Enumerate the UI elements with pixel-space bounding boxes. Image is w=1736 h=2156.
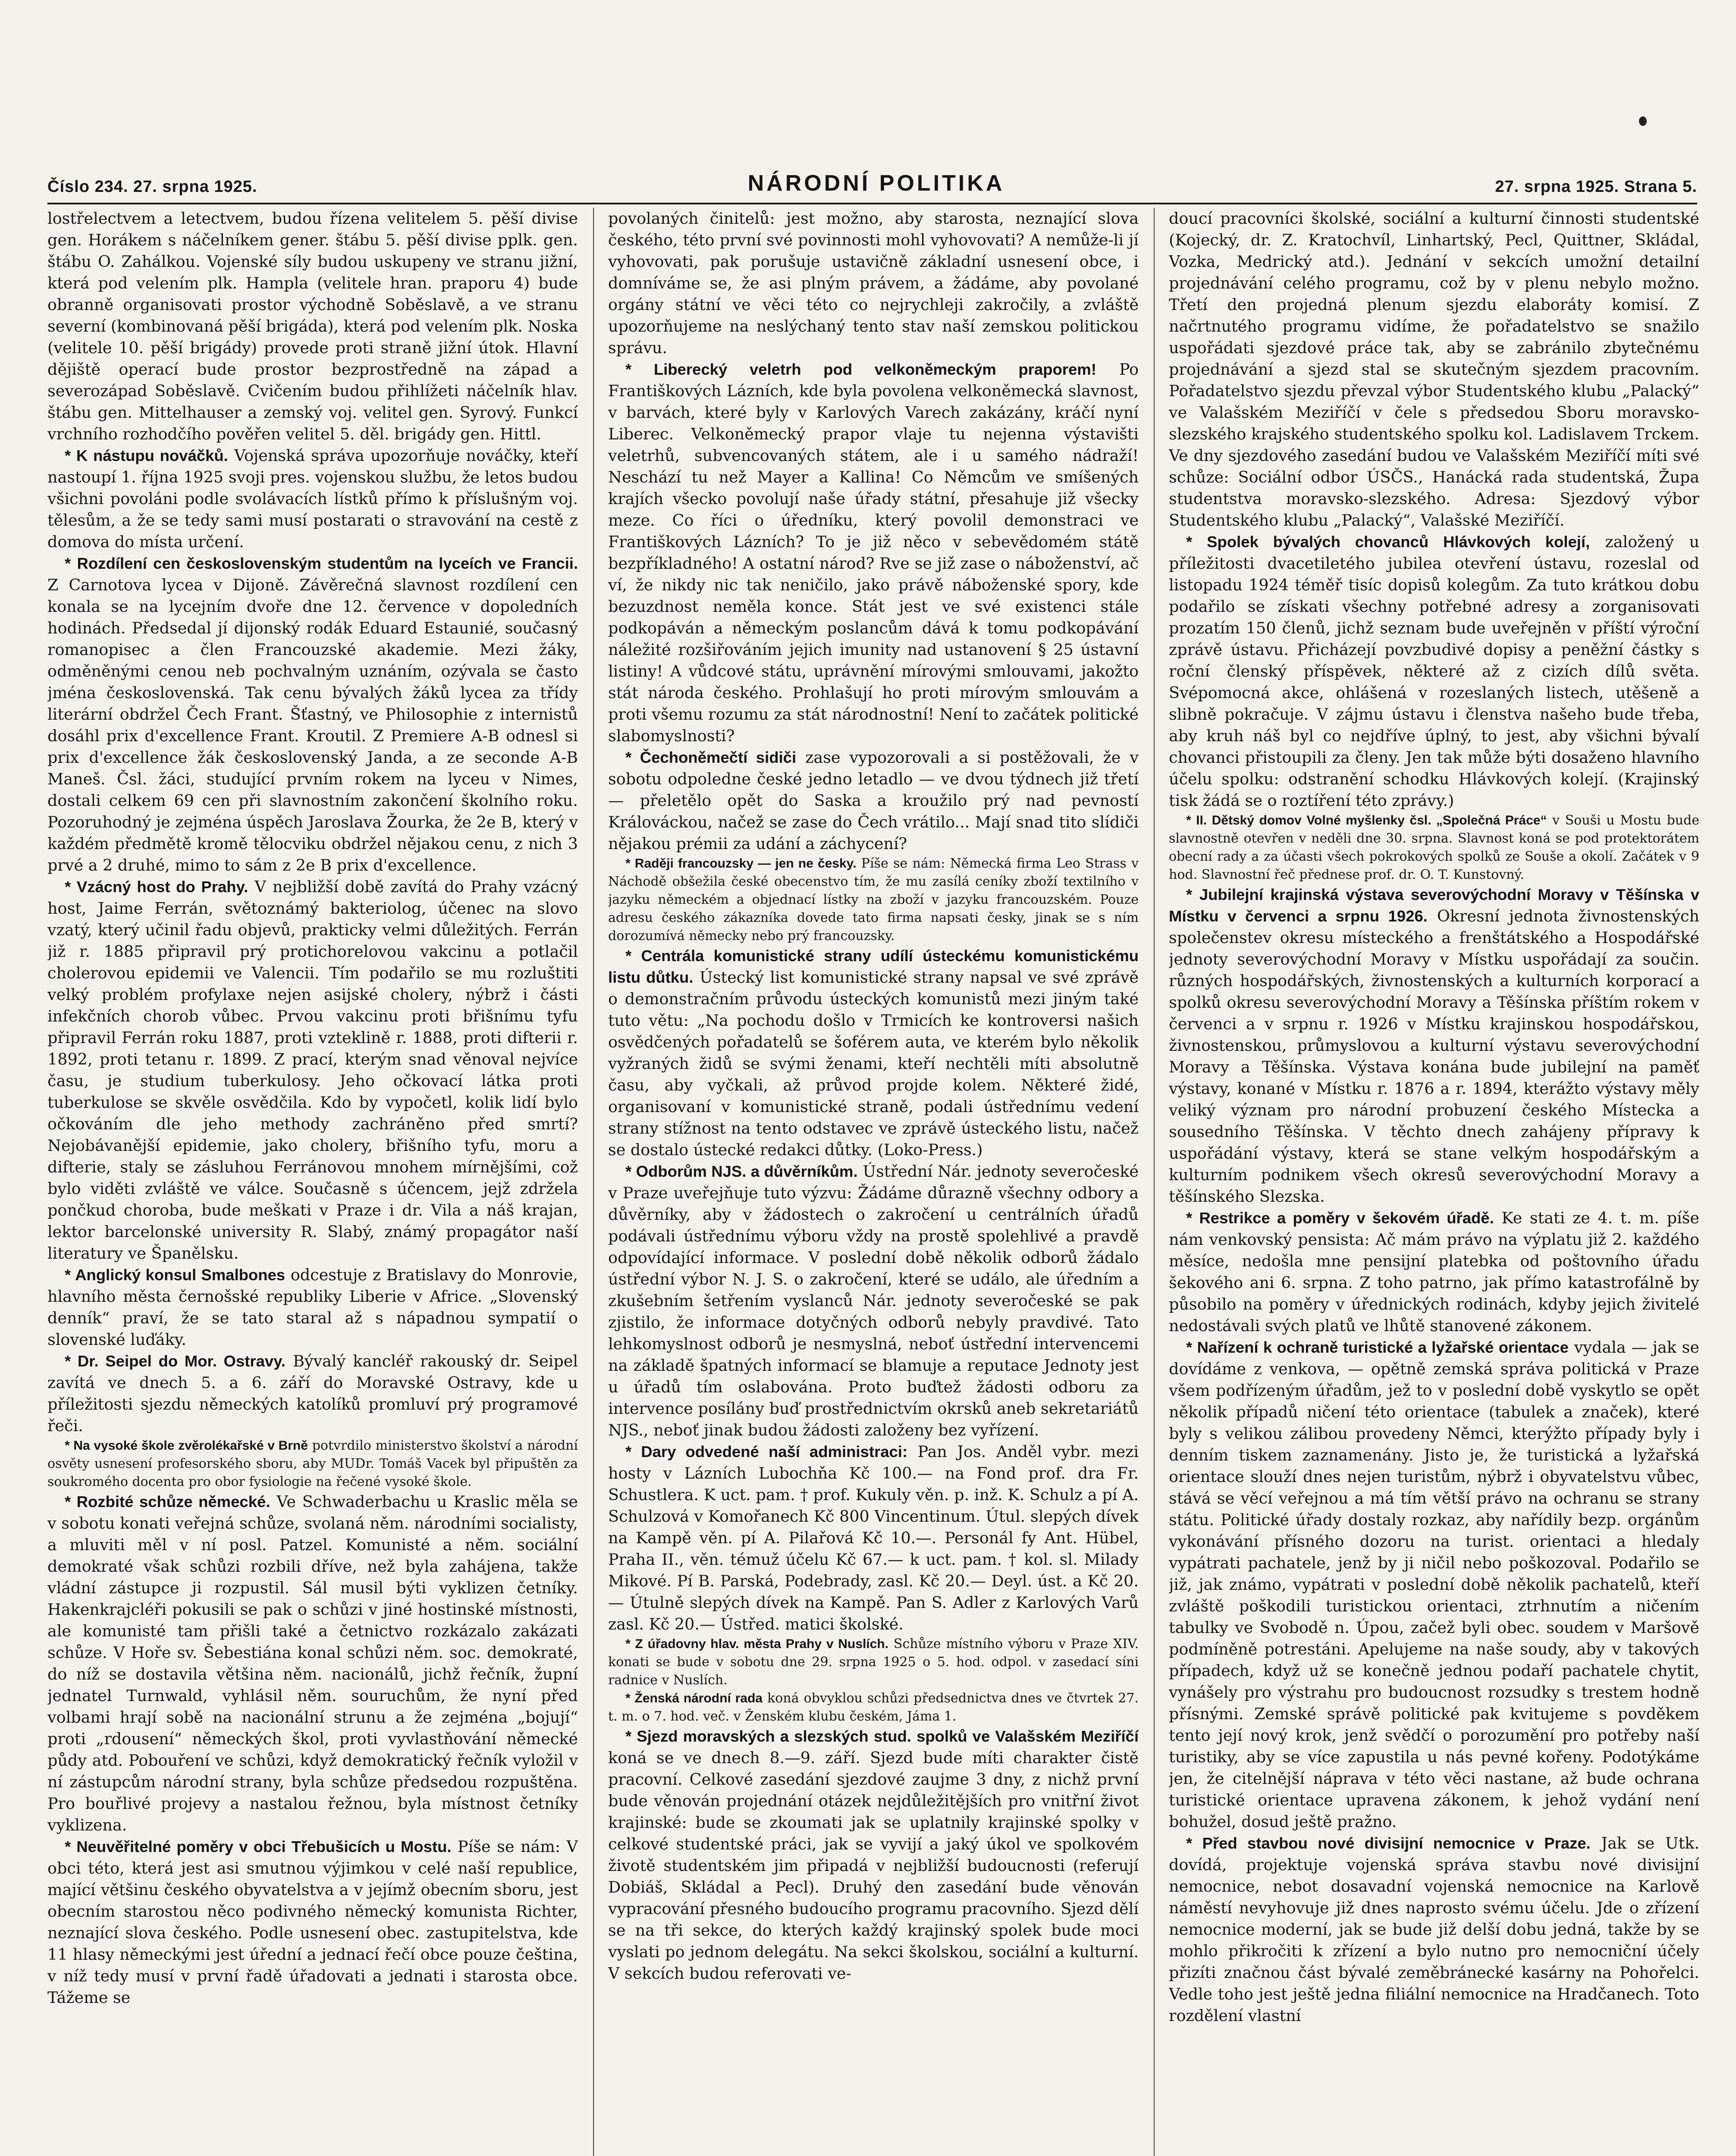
- article-paragraph: [47, 553, 578, 876]
- article-paragraph: [608, 1441, 1139, 1635]
- article-paragraph: [1169, 812, 1699, 884]
- article-paragraph: [47, 445, 578, 553]
- article-heading: * Rozdílení cen československým studentům na lyceích ve Francii.: [65, 555, 578, 572]
- article-text: koná se ve dnech 8.—9. září. Sjezd bude míti charakter čistě pracovní. Celkové zasedání sjezdové zaujme 3 dny, z nichž první bude věnován projednání otázek nejdůležitějších pro vnitřní život krajinské: bude se zkoumati jak se uplatnily krajinské spolky v celkové studentské práci, jak se vyvijí a jaký úkol ve spolkovém životě studentském jim připadá v nejbližší budoucnosti (referují Dobiáš, Skládal a Pecl). Druhý den zasedání bude věnován vypracování přesného budoucího programu pracovního. Sjezd dělí se na tři sekce, do kterých každý krajinský spolek bude moci vyslati po jednom delegátu. Na sekci školskou, sociální a kulturní. V sekcích budou referovati ve-: [608, 1749, 1139, 1983]
- article-heading: * Neuvěřitelné poměry v obci Třebušicích u Mostu.: [65, 1838, 452, 1855]
- article-paragraph: [608, 359, 1139, 747]
- article-text: Vojenská správa upozorňuje nováčky, kteří nastoupí 1. října 1925 svoji pres. vojenskou službu, že letos budou všichni povoláni podle svolávacích lístků přímo k příslušným voj. tělesům, a že se tedy sami musí postarati o stravování na cestě z domova do místa určení.: [47, 446, 578, 551]
- column-divider: [593, 208, 594, 2156]
- column-1: [47, 208, 578, 2156]
- article-paragraph: [47, 208, 578, 445]
- article-paragraph: [608, 855, 1139, 945]
- article-paragraph: [47, 876, 578, 1264]
- article-text: Ústecký list komunistické strany napsal ve své zprávě o demonstračním průvodu ústeckých komunistů mezi jiným také tuto větu: „Na pochodu došlo v Trmicích ke kontroversi našich osvědčených pořadatelů se šoférem auta, ve kterém bylo několik vyžraných židů se svými ženami, kteří nechtěli míti absolutně času, aby vyčkali, až průvod projde kolem. Některé židé, organisovaní v komunistické straně, podali ústřednímu vedení strany stížnost na tento odstavec ve zprávě ústeckého listu, načež se dostalo ústecké redakci důtky. (Loko-Press.): [608, 968, 1139, 1159]
- article-text: Po Františkových Lázních, kde byla povolena velkoněmecká slavnost, v barvách, které byly v Karlových Varech zakázány, kráčí nyní Liberec. Velkoněmecký prapor vlaje tu nejenna výstavišti veletrhů, subvencovaných státem, ale i u samého nádraží! Neschází tu než Mayer a Kallina! Co Němcům ve smíšených krajích všecko povolují naše úřady státní, přesahuje již všecky meze. Co říci o úředníku, který povolil demonstraci ve Františkových Lázních? To je již něco v sebevědomém státě bezpříkladného! A ostatní národ? Rve se již zase o náboženství, ač ví, že nikdy nic tak neničilo, jako právě náboženské spory, kde bezuzdnost neměla konce. Stát jest ve své existenci stále podkopáván a německým poslancům dává k tomu podkopávání náležité rozšiřováním jejich imunity nad ustanovení § 25 ústavní listiny! A vůdcové státu, uprávnění mírovými smlouvami, jakožto stát národa českého. Prohlašují ho proti mírovým smlouvám a proti všemu rozumu za stát národnostní! Není to začátek politické slabomyslnosti?: [608, 360, 1139, 745]
- article-text: Ústřední Nár. jednoty severočeské v Praze uveřejňuje tuto výzvu: Žádáme důrazně všechny odbory a důvěrníky, aby v žádostech o zakročení u centrálních úřadů podávali ústřednímu výboru vždy na prostě spolehlivé a pravdě odpovídající informace. V poslední době několik odborů žádalo ústřední výbor N. J. S. o zakročení, které se událo, ale úředním a zkušebním šetřením vyslanců Nár. jednoty severočeské se pak zjistilo, že informace dotyčných odborů nebyly pravdivé. Tato lehkomyslnost odborů je nesmyslná, neboť ústřední intervencemi na základě špatných informací se blamuje a reputace Jednoty jest u úřadů tím oslabována. Proto buďtež žádosti odboru za intervence posílány buď prostřednictvím okrsků aneb sekretariátů NJS., neboť jinak budou žádosti založeny bez vyřízení.: [608, 1162, 1139, 1439]
- column-3: [1169, 208, 1699, 2156]
- article-paragraph: [1169, 1337, 1699, 1833]
- article-paragraph: [1169, 1833, 1699, 2027]
- article-heading: * Z úřadovny hlav. města Prahy v Nuslích.: [625, 1637, 888, 1651]
- masthead: [47, 166, 1697, 196]
- article-heading: * Nařízení k ochraně turistické a lyžařské orientace: [1186, 1338, 1569, 1356]
- article-text: odcestuje z Bratislavy do Monrovie, hlavního města černošské republiky Liberie v Africe. „Slovenský denník“ praví, že se tato staral až s nápadnou sympatií o slovenské luďáky.: [47, 1266, 578, 1349]
- article-heading: * Před stavbou nové divisijní nemocnice v Praze.: [1186, 1834, 1591, 1852]
- article-text: povolaných činitelů: jest možno, aby starosta, neznající slova českého, této první své povinnosti mohl vyhovovati? A nemůže-li jí vyhovovati, pak porušuje ustavičně základní usnesení obce, i domníváme se, že asi plným právem, a žádáme, aby povolané orgány státní ve věci této co nejrychleji zakročily, a zvláště upozorňujeme na neslýchaný tento stav naší zemskou politickou správu.: [608, 209, 1139, 357]
- article-text: v Souši u Mostu bude slavnostně otevřen v neděli dne 30. srpna. Slavnost koná se pod protektorátem obecní rady a za účasti všech pokrokových spolků ze Souše a okolí. Začátek v 9 hod. Slavnostní řeč přednese prof. dr. O. T. Kunstovný.: [1169, 813, 1699, 882]
- article-heading: * II. Dětský domov Volné myšlenky čsl. „Společná Práce“: [1186, 813, 1547, 827]
- article-paragraph: [608, 1726, 1139, 1984]
- article-heading: * Vzácný host do Prahy.: [65, 878, 248, 896]
- article-heading: * Spolek bývalých chovanců Hlávkových kolejí,: [1186, 533, 1590, 551]
- article-text: doucí pracovníci školské, sociální a kulturní činnosti studentské (Kojecký, dr. Z. Kratochvíl, Linhartský, Pecl, Quittner, Skládal, Vozka, Medrický atd.). Jednání v sekcích umožní detailní projednávání celého programu, což by v plenu nebylo možno. Třetí den projedná plenum sjezdu elaboráty komisí. Z načrtnutého programu vidíme, že pořadatelstvo se snažilo uspořádati sjezdové práce tak, aby se zabránilo zbytečnému projednávání a sjezd stal se skutečným sjezdem pracovním. Pořadatelstvo sjezdu převzal výbor Studentského klubu „Palacký“ ve Valašském Meziříčí v čele s předsedou Sboru moravsko-slezského krajského studentského spolku kol. Ladislavem Trckem. Ve dny sjezdového zasedání budou ve Valašském Meziříčí míti své schůze: Sociální odbor ÚSČS., Hanácká rada studentská, Župa studentstva moravsko-slezského. Adresa: Sjezdový výbor Studentského klubu „Palacký“, Valašské Meziříčí.: [1169, 209, 1699, 530]
- column-divider: [1154, 208, 1155, 2156]
- article-text: Pan Jos. Anděl vybr. mezi hosty v Lázních Lubochňa Kč 100.— na Fond prof. dra Fr. Schustlera. K uct. pam. † prof. Kukuly věn. p. inž. K. Schulz a pí A. Schulzová v Komořanech Kč 800 Vincentinum. Útul. slepých dívek na Kampě věn. pí A. Pilařová Kč 10.—. Personál fy Ant. Hübel, Praha II., věn. témuž účelu Kč 67.— k uct. pam. † kol. sl. Milady Mikové. Pí B. Parská, Podebrady, zasl. Kč 20.— Deyl. úst. a Kč 20.— Útulně slepých dívek na Kampě. Pan S. Adler z Karlových Varů zasl. Kč 20.— Ústřed. matici školské.: [608, 1442, 1139, 1633]
- article-heading: * Raději francouzsky — jen ne česky.: [625, 856, 857, 871]
- article-text: Schůze místního výboru v Praze XIV. konati se bude v sobotu dne 29. srpna 1925 o 5. hod. odpol. v zasedací síni radnice v Nuslích.: [608, 1636, 1139, 1688]
- article-text: lostřelectvem a letectvem, budou řízena velitelem 5. pěší divise gen. Horákem s náčelníkem gener. štábu 5. pěší divise pplk. gen. štábu O. Zahálkou. Vojenské síly budou uskupeny ve stranu jižní, která pod velením plk. Hampla (velitele hran. praporu 4) bude obranně organisovati prostor východně Soběslavě, a ve stranu severní (kombinovaná pěší brigáda), která pod velením plk. Noska (velitele 10. pěší brigády) provede proti straně jižní útok. Hlavní dějiště operací bude prostor bezprostředně na západ a severozápad Soběslavě. Cvičením budou přihlížeti náčelník hlav. štábu gen. Mittelhauser a zemský voj. velitel gen. Syrový. Funkcí vrchního rozhodčího pověřen velitel 5. děl. brigády gen. Hittl.: [47, 209, 578, 443]
- article-paragraph: [608, 1635, 1139, 1689]
- article-text: vydala — jak se dovídáme z venkova, — opětně zemská správa politická v Praze všem podřízeným úřadům, jež to v poslední době vyskytlo se opět několik případů ničení této orientace (tabulek a značek), které byly s velikou zálibou provedeny Němci, kterýžto případy byly i denním tiskem zaznamenány. Jisto je, že turistická a lyžařská orientace slouží dnes nejen turistům, nýbrž i obyvatelstvu vůbec, stává se věcí veřejnou a má tím větší právo na ochranu se strany státu. Politické úřady dostaly rozkaz, aby nařídily bezp. orgánům vykonávání přísného dozoru na turist. orientaci a hledaly vypátrati pachatele, jenž by ji ničil nebo poškozoval. Podařilo se již, jak známo, vypátrati v poslední době několik pachatelů, kteří zvláště poškodili turistickou orientaci, ztrhnutím a ničením tabulky ve Svobodě n. Úpou, začež byli obec. soudem v Maršově podmíněně potrestáni. Apelujeme na naše soudy, aby v takových případech, když už se konečně jednou podaří pachatele chytit, vynášely pro výstrahu pro budoucnost rozsudky s trestem hodně přísnými. Zemské správě politické pak kvitujeme s povděkem tento její nový krok, jenž svědčí o porozumění pro potřeby naší turistiky, aby se více zapustila u nás pevné kořeny. Podotýkáme jen, že citelnější náprava v této věci nastane, až bude ochrana turistické orientace upravena zákonem, k jehož vydání není bohužel, dosud ještě pražno.: [1169, 1338, 1699, 1831]
- article-paragraph: [47, 1264, 578, 1351]
- article-heading: * Liberecký veletrh pod velkoněmeckým praporem!: [625, 360, 1096, 378]
- article-paragraph: [1169, 531, 1699, 812]
- article-heading: * Rozbité schůze německé.: [65, 1493, 270, 1510]
- article-text: koná obvyklou schůzi předsednictva dnes ve čtvrtek 27. t. m. o 7. hod. več. v Ženském klubu českém, Jáma 1.: [608, 1691, 1139, 1724]
- article-paragraph: [608, 1689, 1139, 1726]
- article-heading: * Čechoněmečtí sidiči: [625, 749, 797, 766]
- article-paragraph: [47, 1437, 578, 1491]
- article-heading: * Dary odvedené naší administraci:: [625, 1443, 908, 1460]
- article-heading: * Restrikce a poměry v šekovém úřadě.: [1186, 1209, 1494, 1227]
- article-text: založený u příležitosti dvacetiletého jubilea otevření ústavu, rozeslal od listopadu 1924 téměř tisíc dopisů kolegům. Za tuto krátkou dobu podařilo se získati všechny potřebné adresy a zorganisovati prozatím 150 členů, jichž seznam bude uveřejněn v příští výroční zprávě ústavu. Přicházejí povzbudivé dopisy a peněžní částky s roční členský příspěvek, některé až z cizích dílů světa. Svépomocná akce, ohlášená v rozeslaných listech, utěšeně a slibně pokračuje. V zájmu ústavu i členstva našeho bude třeba, aby kruh náš byl co nejdříve úplný, to jest, aby všichni bývalí chovanci přistoupili za členy. Jen tak může býti dosaženo hlavního účelu spolku: odstranění schodku Hlávkových kolejí. (Krajinský tisk žádá se o roztíření této zprávy.): [1169, 533, 1699, 810]
- article-paragraph: [47, 1836, 578, 2009]
- article-paragraph: [608, 945, 1139, 1161]
- article-paragraph: [608, 1161, 1139, 1441]
- article-paragraph: [47, 1491, 578, 1836]
- date-page-number: 27. srpna 1925. Strana 5.: [1495, 178, 1697, 196]
- article-text: Z Carnotova lycea v Dijoně. Závěrečná slavnost rozdílení cen konala se na lycejním dvoře dne 12. července v dopoledních hodinách. Předsedal jí dijonský rodák Eduard Estaunié, současný romanopisec a člen Francouzské akademie. Mezi žáky, odměněnými cenou neb pochvalným uznáním, ozývala se často jména československá. Tak cenu bývalých žáků lycea za třídy literární obdržel Čech Frant. Šťastný, ve Philosophie z internistů dosáhl prix d'excellence Frant. Kroutil. Z Premiere A-B odnesl si prix d'excellence žák československý Janda, a ze seconde A-B Maneš. Čsl. žáci, studující prvním rokem na lyceu v Nimes, dostali celkem 69 cen při slavnostním zakončení školního roku. Pozoruhodný je zejména úspěch Jaroslava Žourka, že 2e B, který v každém předmětě kromě tělocviku obdržel nějakou cenu, z nich 3 prvé a 2 druhé, mimo to sám z 2e B prix d'excellence.: [47, 576, 578, 874]
- article-text: Bývalý kancléř rakouský dr. Seipel zavítá ve dnech 5. a 6. září do Moravské Ostravy, kde u příležitosti sjezdu německých katolíků promluví prý programové řeči.: [47, 1352, 578, 1435]
- article-text: Píše se nám: V obci této, která jest asi smutnou výjimkou v celé naší republice, mající většinu českého obyvatelstva a v jejímž obecním sboru, jest obecním starostou něco podivného německý komunista Richter, neznající slova českého. Podle usnesení obec. zastupitelstva, kde 11 hlasy německými jest úřední a jednací řečí obce pouze čeština, v níž tedy musí v první řadě úřadovati a jednati i starosta obce. Tážeme se: [47, 1837, 578, 2007]
- article-heading: * Na vysoké škole zvěrolékařské v Brně: [65, 1438, 308, 1453]
- newspaper-title: NÁRODNÍ POLITIKA: [747, 171, 1005, 196]
- article-heading: * K nástupu nováčků.: [65, 447, 228, 464]
- article-heading: * Centrála komunistické strany udílí ústeckému komunistickému listu důtku.: [608, 947, 1139, 986]
- article-text: Ve Schwaderbachu u Kraslic měla se v sobotu konati veřejná schůze, svolaná něm. národními socialisty, a mluviti měl v ní posl. Patzel. Komunisté a něm. sociální demokraté však schůzi rozbili dříve, než byla zahájena, takže vládní zástupce ji rozpustil. Sál musil býti vyklizen četníky. Hakenkrajcléři pokusili se pak o schůzi v jiné hostinské místnosti, ale komunisté tam přišli také a četnictvo rozkázalo zakázati schůze. V Hoře sv. Šebestiána konal schůzi něm. soc. demokraté, do níž se dostavila většina něm. nacionálů, jichž řečník, župní jednatel Turnwald, vyhlásil něm. souruchům, že nyní před volbami hrají sobě na nacionální strunu a že zejména „bojují“ proti „rdousení“ německých škol, proti vyvlastňování německé půdy atd. Pobouření ve schůzi, když demokratický řečník vyložil v ní zástupcům národní strany, byla schůze předsedou rozpuštěna. Pro bouřlivé projevy a nastalou řežnou, byla místnost četníky vyklizena.: [47, 1492, 578, 1834]
- article-paragraph: [608, 208, 1139, 359]
- ink-spot: [1639, 116, 1647, 126]
- article-columns: [47, 208, 1699, 2156]
- article-paragraph: [1169, 208, 1699, 531]
- article-text: Jak se Utk. dovídá, projektuje vojenská správa stavbu nové divisijní nemocnice, nebot dosavadní vojenská nemocnice na Karlově náměstí nevyhovuje již dnes naprosto svému účelu. Jde o zřízení nemocnice moderní, jak se bude již delší dobu jedná, takže by se mohlo přikročiti k zřízení a bylo nutno pro nemocniční účely přizíti značnou část bývalé zeměbránecké kasárny na Pohořelci. Vedle toho jest ještě jedna filiální nemocnice na Hradčanech. Toto rozdělení vlastní: [1169, 1834, 1699, 2025]
- article-paragraph: [1169, 884, 1699, 1207]
- article-heading: * Ženská národní rada: [625, 1691, 763, 1705]
- article-heading: * Dr. Seipel do Mor. Ostravy.: [65, 1352, 286, 1370]
- article-paragraph: [47, 1351, 578, 1437]
- article-heading: * Odborům NJS. a důvěrníkům.: [625, 1163, 858, 1180]
- column-2: [608, 208, 1139, 2156]
- article-text: zase vypozorovali a si postěžovali, že v sobotu odpoledne české jedno letadlo — ve dvou týdnech již třetí — přeletělo opět do Saska a kroužilo prý nad pevností Králováckou, načež se zase do Čech vrátilo... Mají snad tito slídiči nějakou prémii za udání a záchycení?: [608, 748, 1139, 853]
- article-heading: * Jubilejní krajinská výstava severovýchodní Moravy v Těšínska v Místku v červenci a srpnu 1926.: [1169, 886, 1699, 925]
- article-text: potvrdilo ministerstvo školství a národní osvěty usnesení profesorského sboru, aby MUDr. Tomáš Vacek byl připuštěn za soukromého docenta pro obor fysiologie na řečené vysoké škole.: [47, 1438, 578, 1489]
- article-paragraph: [1169, 1207, 1699, 1337]
- masthead-rule: [47, 203, 1697, 204]
- article-paragraph: [608, 747, 1139, 855]
- article-text: Píše se nám: Německá firma Leo Strass v Náchodě obšežila české obecenstvo tím, že mu zasílá ceníky zboží textilního v jazyku německém a objednací lístky na zboží v jazyku francouzském. Pouze adresu českého zákazníka dovede tato firma napsati česky, jinak se s ním dorozumívá německy nebo prý francouzsky.: [608, 856, 1139, 943]
- article-heading: * Anglický konsul Smalbones: [65, 1266, 286, 1284]
- issue-number-date: Číslo 234. 27. srpna 1925.: [47, 178, 257, 196]
- article-text: Ke stati ze 4. t. m. píše nám venkovský pensista: Ač mám právo na výplatu již 2. každého měsíce, nedošla mne pensijní platebka od poštovního úřadu šekového ani 6. srpna. Z toho patrno, jak přímo katastrofálně by působilo na poměry v úřednických rodinách, kdyby jejich živitelé nedostávali svých platů ve lhůtě stanovené zákonem.: [1169, 1209, 1699, 1335]
- article-heading: * Sjezd moravských a slezských stud. spolků ve Valašském Meziříčí: [625, 1727, 1139, 1745]
- article-text: Okresní jednota živnostenských společenstev okresu místeckého a frenštátského a Hospodářské jednoty severovýchodní Moravy v Místku uspořádají za součin. různých hospodářských, živnostenských a kulturních korporací a spolků okresu severovýchodní Moravy a Těšínska příštím rokem v červenci a v srpnu r. 1926 v Místku krajinskou hospodářskou, živnostenskou, průmyslovou a kulturní výstavu severovýchodní Moravy a Těšínska. Výstava konána bude jubilejní na paměť výstavy, konané v Místku r. 1876 a r. 1894, kterážto výstavy měly veliký význam pro národní probuzení českého Místecka a sousedního Těšínska. V těchto dnech zahájeny přípravy k uspořádání výstavy, která se stane velkým hospodářským a kulturním podnikem všech okresů severovýchodní Moravy a těšínského Slezska.: [1169, 907, 1699, 1206]
- article-text: V nejbližší době zavítá do Prahy vzácný host, Jaime Ferrán, světoznámý bakteriolog, účenec na slovo vzatý, který učinil řadu objevů, prakticky velmi důležitých. Ferrán již r. 1885 připravil prý protichorelovou vakcinu a potlačil cholerovou epidemii ve Valencii. Tím podařilo se mu rozluštiti velký problém profylaxe nejen asijské cholery, nýbrž i části infekčních chorob vůbec. Prvou vakcinu proti břišnímu tyfu připravil Ferrán roku 1887, proti vzteklině r. 1888, proti difterii r. 1892, proti tetanu r. 1899. Z prací, kterým snad věnoval nejvíce času, je studium tuberkulosy. Jeho očkovací látka proti tuberkulose se skvěle osvědčila. Kdo by vypočetl, kolik lidí bylo očkováním dle jeho methody zachráněno před smrtí? Nejobávanější epidemie, jako cholery, břišního tyfu, moru a difterie, staly se zásluhou Ferránovou mnohem mírnějšími, což bylo viděti zvláště ve válce. Současně s účencem, jejž zdržela pončkud choroba, bude meškati v Praze i dr. Vila a náš krajan, lektor barcelonské university R. Slabý, známý propagátor naší literatury ve Španělsku.: [47, 877, 578, 1263]
